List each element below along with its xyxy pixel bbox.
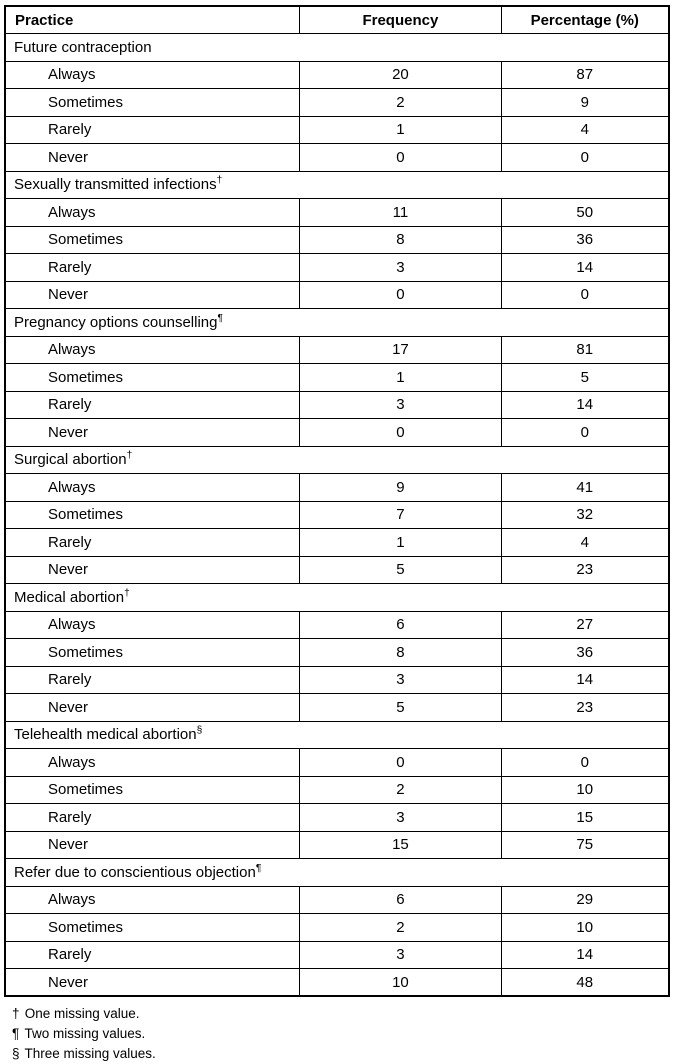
frequency-value: 2 — [300, 776, 501, 804]
table-row — [5, 611, 669, 639]
section-header-row — [5, 721, 669, 749]
frequency-value: 1 — [300, 116, 501, 144]
footnote: † One missing value. — [12, 1004, 670, 1024]
practice-option-label: Always — [5, 611, 300, 639]
practice-option-label: Never — [5, 144, 300, 172]
percentage-value: 0 — [501, 749, 669, 777]
table-row — [5, 144, 669, 172]
footnote-marker: ¶ — [217, 312, 223, 324]
section-label: Future contraception — [5, 34, 669, 62]
percentage-value: 48 — [501, 969, 669, 997]
section-header-row — [5, 584, 669, 612]
percentage-value: 14 — [501, 666, 669, 694]
percentage-value: 0 — [501, 144, 669, 172]
table-row — [5, 749, 669, 777]
practice-option-label: Rarely — [5, 804, 300, 832]
frequency-value: 7 — [300, 501, 501, 529]
practice-option-label: Sometimes — [5, 364, 300, 392]
table-row — [5, 61, 669, 89]
frequency-value: 11 — [300, 199, 501, 227]
percentage-value: 15 — [501, 804, 669, 832]
percentage-value: 5 — [501, 364, 669, 392]
table-row — [5, 364, 669, 392]
percentage-value: 75 — [501, 831, 669, 859]
percentage-value: 87 — [501, 61, 669, 89]
section-header-row — [5, 446, 669, 474]
table-row — [5, 804, 669, 832]
footnotes — [4, 997, 670, 1064]
frequency-value: 0 — [300, 419, 501, 447]
percentage-value: 23 — [501, 556, 669, 584]
practice-option-label: Sometimes — [5, 226, 300, 254]
percentage-value: 27 — [501, 611, 669, 639]
practice-option-label: Never — [5, 969, 300, 997]
frequency-value: 3 — [300, 804, 501, 832]
section-header-row — [5, 171, 669, 199]
footnote-marker: § — [196, 725, 203, 737]
practice-option-label: Sometimes — [5, 639, 300, 667]
footnote-marker: † — [126, 450, 133, 462]
percentage-value: 14 — [501, 941, 669, 969]
section-label: Surgical abortion† — [5, 446, 669, 474]
frequency-value: 5 — [300, 556, 501, 584]
percentage-value: 4 — [501, 116, 669, 144]
table-row — [5, 969, 669, 997]
practice-option-label: Sometimes — [5, 914, 300, 942]
percentage-value: 10 — [501, 776, 669, 804]
practice-option-label: Never — [5, 831, 300, 859]
frequency-value: 3 — [300, 391, 501, 419]
practice-option-label: Always — [5, 199, 300, 227]
practice-option-label: Rarely — [5, 254, 300, 282]
frequency-value: 0 — [300, 281, 501, 309]
frequency-table — [4, 5, 670, 997]
practice-option-label: Rarely — [5, 941, 300, 969]
footnote-symbol: † — [12, 1006, 20, 1021]
footnote-marker: ¶ — [255, 862, 262, 874]
section-label: Sexually transmitted infections† — [5, 171, 669, 199]
frequency-value: 8 — [300, 639, 501, 667]
percentage-value: 9 — [501, 89, 669, 117]
section-header-row — [5, 34, 669, 62]
table-row — [5, 501, 669, 529]
table-row — [5, 89, 669, 117]
frequency-value: 0 — [300, 749, 501, 777]
practice-option-label: Sometimes — [5, 89, 300, 117]
footnote-marker: † — [124, 587, 130, 599]
table-row — [5, 776, 669, 804]
section-label: Medical abortion† — [5, 584, 669, 612]
frequency-value: 10 — [300, 969, 501, 997]
percentage-value: 23 — [501, 694, 669, 722]
percentage-value: 32 — [501, 501, 669, 529]
footnote: § Three missing values. — [12, 1044, 670, 1064]
table-row — [5, 694, 669, 722]
percentage-value: 29 — [501, 886, 669, 914]
frequency-value: 17 — [300, 336, 501, 364]
column-header-percentage: Percentage (%) — [501, 6, 669, 34]
section-label: Telehealth medical abortion§ — [5, 721, 669, 749]
percentage-value: 10 — [501, 914, 669, 942]
percentage-value: 14 — [501, 254, 669, 282]
percentage-value: 14 — [501, 391, 669, 419]
frequency-value: 6 — [300, 611, 501, 639]
footnote-marker: † — [216, 175, 223, 187]
table-row — [5, 666, 669, 694]
footnote: ¶ Two missing values. — [12, 1024, 670, 1044]
percentage-value: 36 — [501, 226, 669, 254]
table-row — [5, 226, 669, 254]
table-row — [5, 336, 669, 364]
frequency-value: 2 — [300, 914, 501, 942]
frequency-value: 3 — [300, 941, 501, 969]
table-row — [5, 639, 669, 667]
table-row — [5, 914, 669, 942]
table-row — [5, 556, 669, 584]
frequency-value: 6 — [300, 886, 501, 914]
table-row — [5, 474, 669, 502]
practice-option-label: Never — [5, 419, 300, 447]
footnote-symbol: § — [12, 1046, 20, 1061]
section-label: Refer due to conscientious objection¶ — [5, 859, 669, 887]
table-body — [5, 34, 669, 997]
percentage-value: 81 — [501, 336, 669, 364]
practice-option-label: Sometimes — [5, 501, 300, 529]
frequency-value: 20 — [300, 61, 501, 89]
practice-option-label: Always — [5, 61, 300, 89]
percentage-value: 41 — [501, 474, 669, 502]
practice-option-label: Never — [5, 556, 300, 584]
frequency-value: 5 — [300, 694, 501, 722]
column-header-frequency: Frequency — [300, 6, 501, 34]
practice-option-label: Sometimes — [5, 776, 300, 804]
frequency-value: 1 — [300, 364, 501, 392]
table-row — [5, 941, 669, 969]
frequency-value: 3 — [300, 666, 501, 694]
section-label: Pregnancy options counselling¶ — [5, 309, 669, 337]
practice-option-label: Always — [5, 474, 300, 502]
practice-option-label: Never — [5, 281, 300, 309]
practice-option-label: Rarely — [5, 666, 300, 694]
practice-option-label: Rarely — [5, 529, 300, 557]
table-row — [5, 391, 669, 419]
percentage-value: 50 — [501, 199, 669, 227]
table-row — [5, 254, 669, 282]
practice-option-label: Never — [5, 694, 300, 722]
table-row — [5, 199, 669, 227]
practice-option-label: Rarely — [5, 391, 300, 419]
frequency-value: 3 — [300, 254, 501, 282]
table-header-row — [5, 6, 669, 34]
practice-option-label: Always — [5, 886, 300, 914]
table-row — [5, 886, 669, 914]
footnote-symbol: ¶ — [12, 1026, 20, 1041]
percentage-value: 4 — [501, 529, 669, 557]
table-row — [5, 281, 669, 309]
table-row — [5, 116, 669, 144]
frequency-value: 1 — [300, 529, 501, 557]
section-header-row — [5, 309, 669, 337]
table-row — [5, 419, 669, 447]
table-row — [5, 831, 669, 859]
section-header-row — [5, 859, 669, 887]
practice-option-label: Rarely — [5, 116, 300, 144]
column-header-practice: Practice — [5, 6, 300, 34]
table-row — [5, 529, 669, 557]
frequency-value: 9 — [300, 474, 501, 502]
percentage-value: 0 — [501, 419, 669, 447]
practice-option-label: Always — [5, 749, 300, 777]
practice-option-label: Always — [5, 336, 300, 364]
frequency-value: 8 — [300, 226, 501, 254]
percentage-value: 0 — [501, 281, 669, 309]
frequency-value: 2 — [300, 89, 501, 117]
percentage-value: 36 — [501, 639, 669, 667]
frequency-value: 0 — [300, 144, 501, 172]
frequency-value: 15 — [300, 831, 501, 859]
